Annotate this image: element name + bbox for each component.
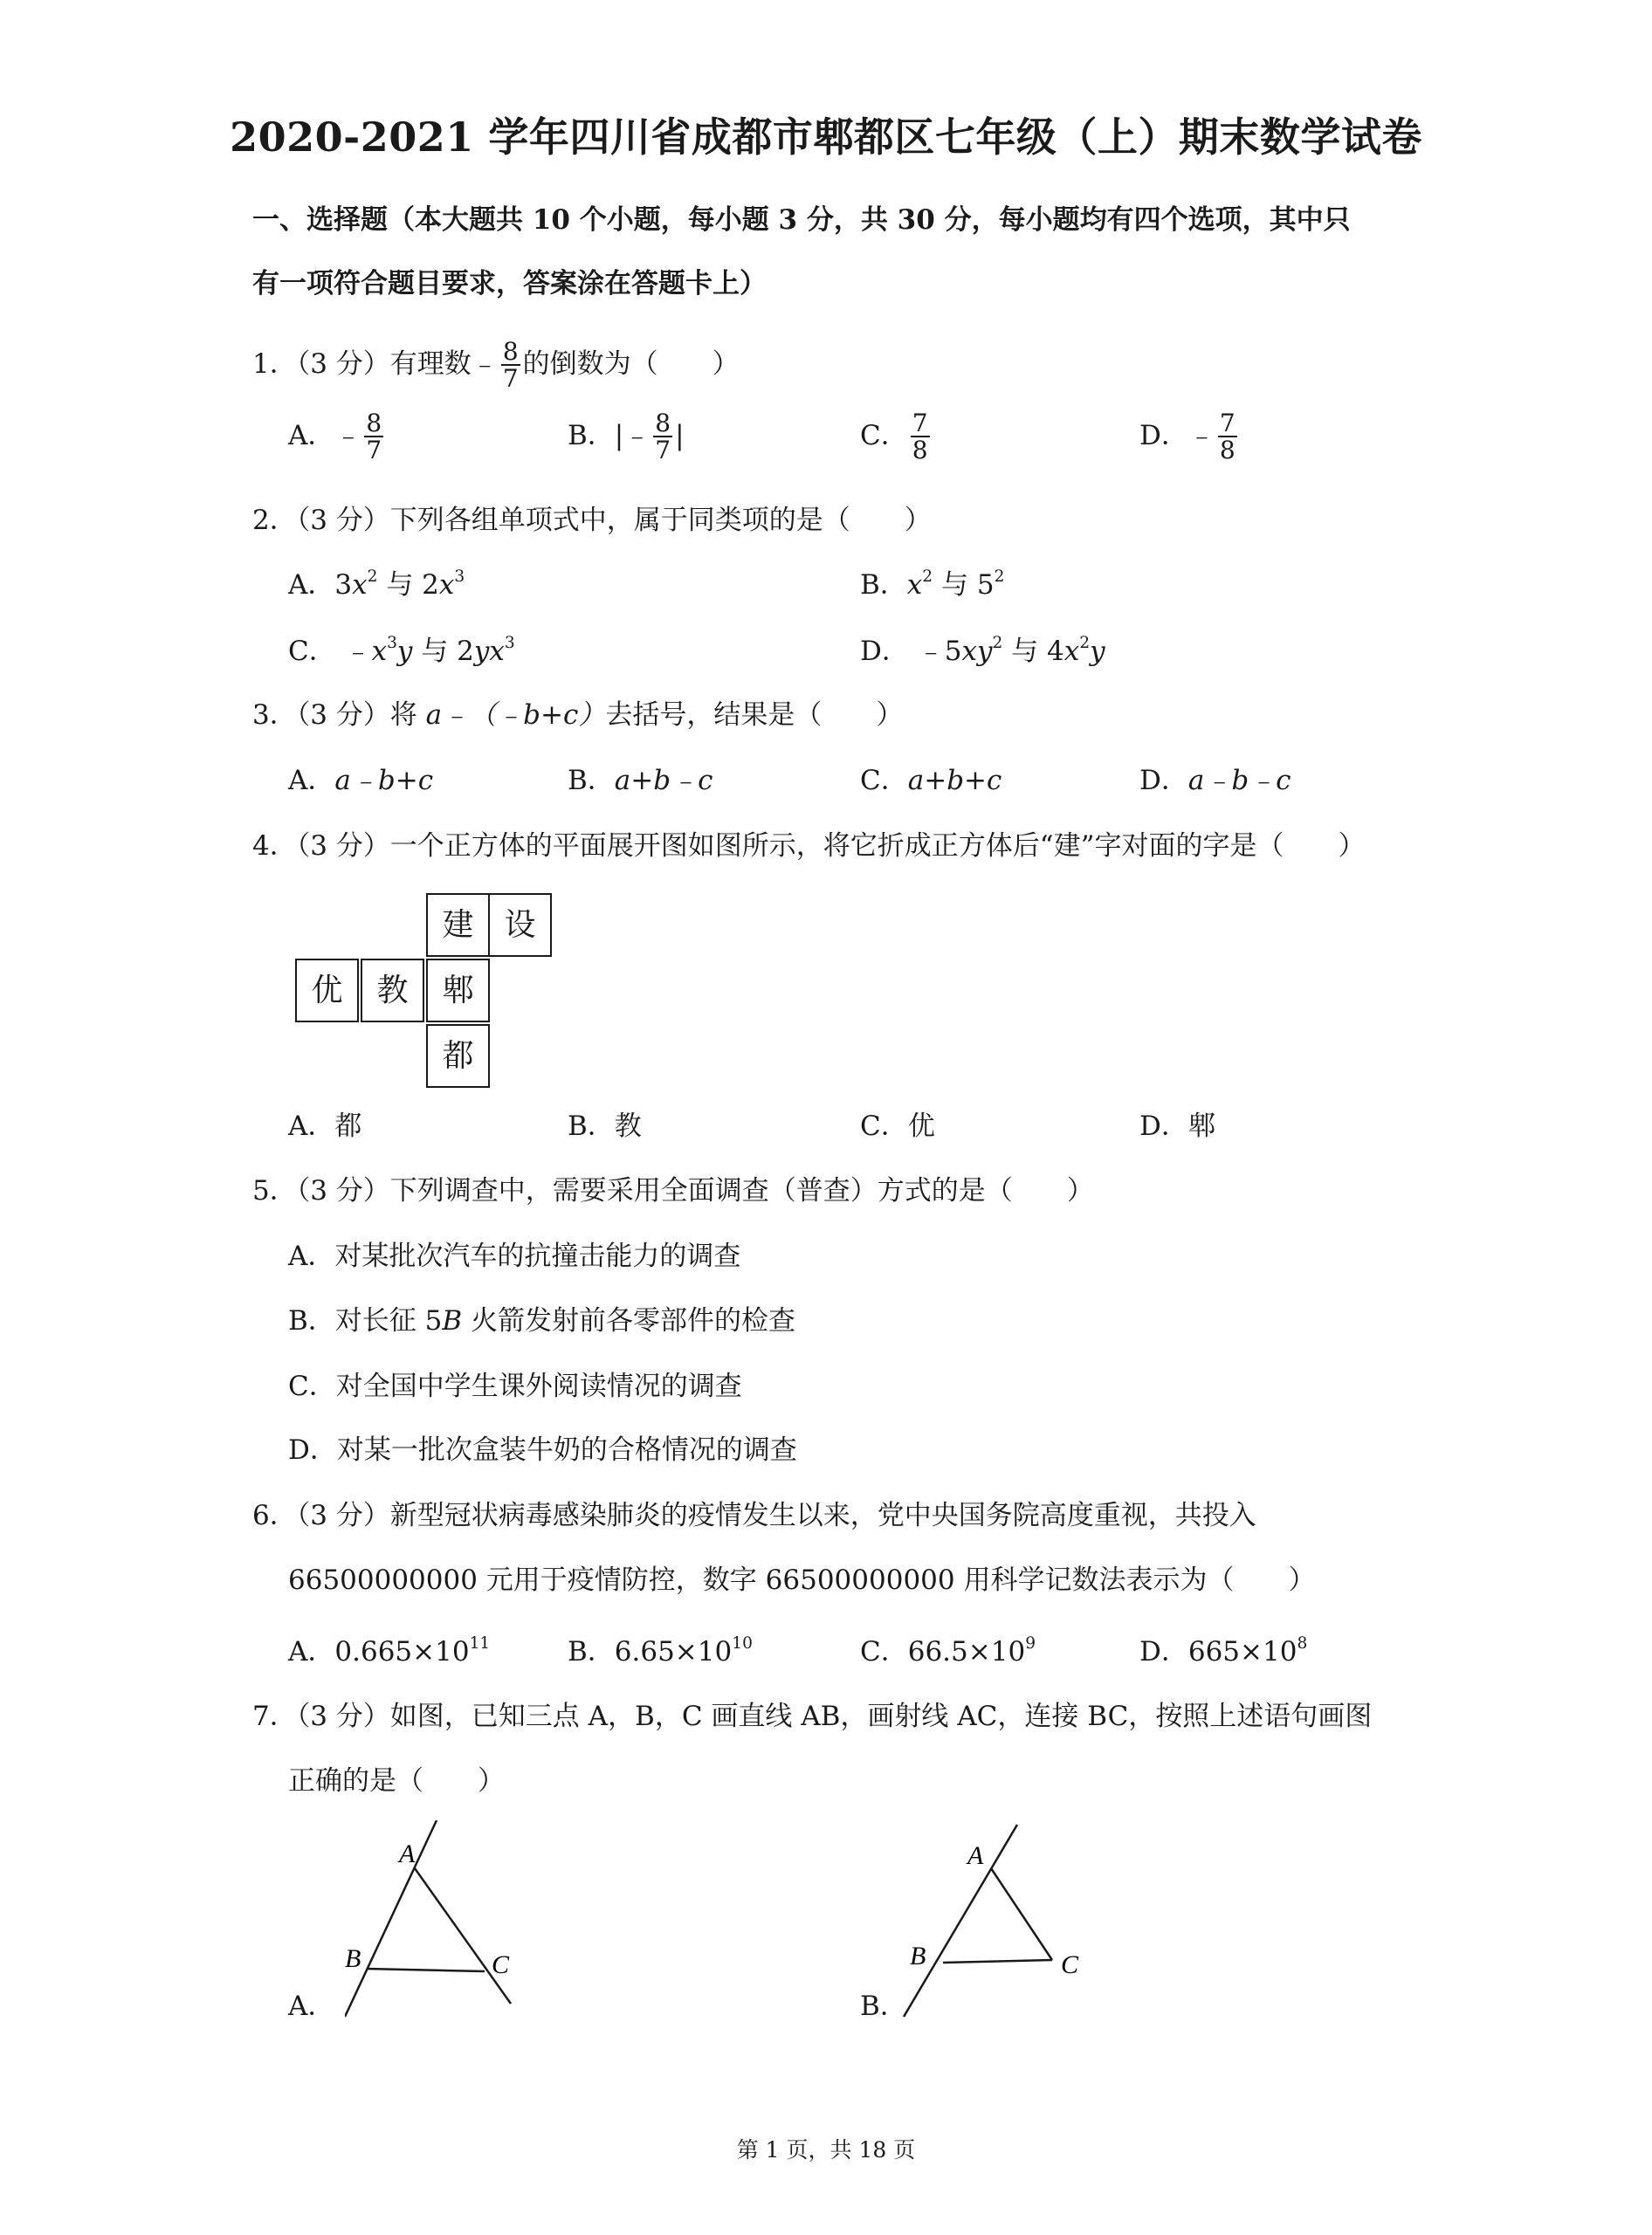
q1-d-numerator: 7 — [1219, 409, 1236, 437]
option-label: A． — [288, 765, 335, 796]
option-label: B． — [288, 1305, 335, 1337]
option-label: B． — [568, 419, 615, 451]
q1-d-denominator: 8 — [1219, 436, 1236, 465]
q7-figure-b — [899, 1820, 1100, 2030]
q6-b-exp: 10 — [732, 1634, 753, 1654]
q2-c-exp1: 3 — [387, 634, 397, 653]
q6-d-base: 665×10 — [1187, 1636, 1298, 1668]
q5-b-suffix: 火箭发射前各零部件的检查 — [462, 1305, 795, 1337]
q4-option-a — [288, 1111, 361, 1143]
q7-b-line-ab — [904, 1825, 1017, 2017]
q1-option-a — [288, 410, 386, 464]
q2-a-var2: x — [438, 569, 455, 601]
q1-b-fraction — [653, 410, 672, 464]
q5-b-prefix: 对长征 5 — [334, 1305, 443, 1337]
q1-a-denominator: 7 — [366, 436, 382, 465]
q2-b-exp2: 2 — [994, 567, 1005, 587]
q3-expression: a﹣（﹣b+c） — [425, 699, 606, 731]
q1-b-denominator: 7 — [655, 436, 671, 465]
q2-c-exp2: 3 — [504, 634, 515, 653]
q2-a-exp1: 2 — [367, 567, 378, 587]
q1-b-suffix: | — [675, 419, 685, 451]
q2-a-coef1: 3 — [334, 569, 353, 601]
q7-a-label-c: C — [492, 1950, 510, 1979]
question-2-stem: 2．（3 分）下列各组单项式中，属于同类项的是（ ） — [252, 505, 932, 536]
q2-a-coef2: 2 — [422, 569, 439, 601]
q3-option-a — [288, 765, 433, 797]
q7-a-label-a: A — [399, 1840, 416, 1868]
net-cell-du: 都 — [426, 1024, 490, 1088]
section-heading-line1: 一、选择题（本大题共 10 个小题，每小题 3 分，共 30 分，每小题均有四个选项，其中只 — [252, 204, 1351, 236]
q2-d-var3: x — [1063, 636, 1080, 667]
q6-option-a — [288, 1636, 490, 1668]
q6-option-d — [1139, 1636, 1307, 1668]
q2-option-b — [860, 569, 1004, 602]
q7-a-ray-ac — [415, 1868, 511, 2004]
q7-a-label-b: B — [345, 1944, 361, 1973]
q1-option-d — [1139, 410, 1240, 464]
q2-d-sign: ﹣ — [917, 636, 945, 667]
q1-frac-denominator: 7 — [502, 364, 519, 394]
q5-option-a — [288, 1241, 740, 1273]
q3-a-text: a﹣b+c — [334, 765, 434, 796]
q4-option-b — [568, 1111, 642, 1143]
q5-option-b — [288, 1305, 795, 1338]
q3-option-b — [568, 765, 712, 797]
q2-c-var1: x — [371, 636, 388, 667]
question-4-stem: 4．（3 分）一个正方体的平面展开图如图所示，将它折成正方体后“建”字对面的字是（ ） — [252, 830, 1366, 862]
q4-option-d — [1139, 1111, 1215, 1143]
question-3-stem — [252, 699, 903, 732]
q5-option-c — [288, 1371, 742, 1403]
q2-d-and: 与 — [1011, 636, 1039, 667]
net-cell-jian: 建 — [426, 893, 490, 957]
net-cell-jiao: 教 — [361, 959, 424, 1022]
q4-a-text: 都 — [334, 1111, 362, 1142]
option-label: B． — [860, 569, 907, 601]
q2-b-exp1: 2 — [922, 567, 933, 587]
q5-c-text: 对全国中学生课外阅读情况的调查 — [335, 1371, 742, 1402]
q7-a-line-ab — [345, 1820, 437, 2017]
q5-d-text: 对某一批次盒装牛奶的合格情况的调查 — [336, 1434, 797, 1466]
q1-c-numerator: 7 — [912, 409, 928, 437]
option-label: A． — [288, 1636, 335, 1668]
q1-d-sign: ﹣ — [1187, 419, 1215, 451]
option-label: A． — [288, 1241, 335, 1272]
option-label: D． — [1139, 1111, 1188, 1142]
net-cell-pi: 郫 — [426, 959, 490, 1022]
q3-b-text: a+b﹣c — [614, 765, 713, 796]
q2-d-exp1: 2 — [992, 634, 1003, 653]
net-cell-you: 优 — [295, 959, 359, 1022]
q1-c-fraction — [911, 410, 930, 464]
q7-b-label-c: C — [1061, 1950, 1079, 1979]
q1-d-fraction — [1218, 410, 1237, 464]
q7-b-label-b: B — [910, 1942, 926, 1970]
q1-a-fraction — [364, 410, 383, 464]
option-label: B． — [568, 765, 615, 796]
q6-option-b — [568, 1636, 753, 1668]
question-7-line1: 7．（3 分）如图，已知三点 A，B，C 画直线 AB，画射线 AC，连接 BC，按照上述语句画图 — [252, 1701, 1373, 1732]
option-label: A． — [288, 419, 335, 451]
q4-b-text: 教 — [614, 1111, 642, 1142]
net-cell-she: 设 — [488, 893, 552, 957]
question-6-line2: 66500000000 元用于疫情防控，数字 66500000000 用科学记数法表示为（ ） — [288, 1564, 1316, 1596]
q7-option-a-label: A． — [288, 1991, 335, 2022]
q5-option-d — [288, 1434, 797, 1467]
q1-a-sign: ﹣ — [334, 419, 362, 451]
question-1-stem — [252, 339, 740, 392]
option-label: C． — [860, 1111, 908, 1142]
q1-prefix: 1．（3 分）有理数﹣ — [252, 347, 499, 380]
q2-d-coef1: 5 — [944, 636, 962, 667]
option-label: B． — [568, 1636, 615, 1668]
q2-b-var1: x — [906, 569, 923, 601]
q2-d-var2: y — [976, 636, 993, 667]
question-6-line1: 6．（3 分）新型冠状病毒感染肺炎的疫情发生以来，党中央国务院高度重视，共投入 — [252, 1500, 1256, 1531]
q1-option-b — [568, 410, 685, 464]
q1-c-denominator: 8 — [912, 436, 928, 465]
q3-stem-prefix: 3．（3 分）将 — [252, 699, 417, 731]
q1-b-numerator: 8 — [655, 409, 671, 437]
cube-net-figure — [295, 893, 557, 1090]
q4-d-text: 郫 — [1187, 1111, 1215, 1142]
q2-a-exp2: 3 — [454, 567, 465, 587]
q2-c-and: 与 — [421, 636, 449, 667]
option-label: D． — [1139, 765, 1188, 796]
q2-d-var4: y — [1090, 636, 1105, 667]
option-label: D． — [860, 636, 909, 667]
q2-c-coef2: 2 — [457, 636, 474, 667]
page-footer: 第 1 页，共 18 页 — [736, 2137, 916, 2163]
q1-frac-numerator: 8 — [502, 337, 519, 366]
option-label: D． — [1139, 1636, 1188, 1668]
q2-a-and: 与 — [386, 569, 414, 601]
q1-a-numerator: 8 — [366, 409, 382, 437]
q2-c-var4: x — [489, 636, 505, 667]
option-label: C． — [288, 636, 336, 667]
q2-c-var2: y — [396, 636, 413, 667]
q2-a-var1: x — [352, 569, 368, 601]
q3-stem-suffix: 去括号，结果是（ ） — [605, 699, 904, 731]
q2-option-a — [288, 569, 465, 602]
q1-fraction — [501, 339, 520, 392]
q2-b-and: 与 — [940, 569, 968, 601]
q6-c-base: 66.5×10 — [907, 1636, 1026, 1668]
option-label: A． — [288, 1111, 335, 1142]
q2-c-sign: ﹣ — [344, 636, 372, 667]
q2-option-c — [288, 636, 515, 668]
q6-a-exp: 11 — [469, 1634, 491, 1654]
option-label: C． — [288, 1371, 336, 1402]
q7-b-segment-bc — [943, 1960, 1052, 1963]
q3-d-text: a﹣b﹣c — [1187, 765, 1291, 796]
q2-d-var1: x — [961, 636, 977, 667]
page-title: 2020-2021 学年四川省成都市郫都区七年级（上）期末数学试卷 — [230, 113, 1422, 161]
q6-a-base: 0.665×10 — [334, 1636, 470, 1668]
question-7-line2: 正确的是（ ） — [288, 1765, 505, 1797]
q7-a-segment-bc — [367, 1969, 485, 1971]
q7-figure-a — [345, 1820, 546, 2030]
q3-option-d — [1139, 765, 1291, 797]
option-label: D． — [288, 1434, 337, 1466]
q6-b-base: 6.65×10 — [614, 1636, 733, 1668]
q2-option-d — [860, 636, 1105, 668]
q6-option-c — [860, 1636, 1036, 1668]
q1-suffix: 的倒数为（ ） — [522, 347, 740, 380]
q1-b-prefix: |﹣ — [614, 419, 651, 451]
option-label: B． — [568, 1111, 615, 1142]
option-label: C． — [860, 765, 908, 796]
q7-b-segment-ac — [991, 1868, 1052, 1960]
option-label: C． — [860, 1636, 908, 1668]
q4-c-text: 优 — [907, 1111, 935, 1142]
q2-c-var3: y — [473, 636, 490, 667]
q2-b-base2: 5 — [976, 569, 995, 601]
q1-option-c — [860, 410, 933, 464]
q7-option-b-label: B． — [860, 1991, 907, 2022]
option-label: A． — [288, 569, 335, 601]
q2-d-coef2: 4 — [1047, 636, 1064, 667]
q6-c-exp: 9 — [1025, 1634, 1036, 1654]
option-label: D． — [1139, 419, 1188, 451]
q3-c-text: a+b+c — [907, 765, 1002, 796]
q2-d-exp2: 2 — [1079, 634, 1091, 653]
q4-option-c — [860, 1111, 935, 1143]
q3-option-c — [860, 765, 1002, 797]
q5-b-var: B — [442, 1305, 463, 1337]
section-heading-line2: 有一项符合题目要求，答案涂在答题卡上） — [252, 268, 767, 299]
q7-b-label-a: A — [967, 1841, 984, 1870]
option-label: C． — [860, 419, 908, 451]
question-5-stem: 5．（3 分）下列调查中，需要采用全面调查（普查）方式的是（ ） — [252, 1175, 1094, 1207]
q5-a-text: 对某批次汽车的抗撞击能力的调查 — [334, 1241, 741, 1272]
q6-d-exp: 8 — [1297, 1634, 1308, 1654]
